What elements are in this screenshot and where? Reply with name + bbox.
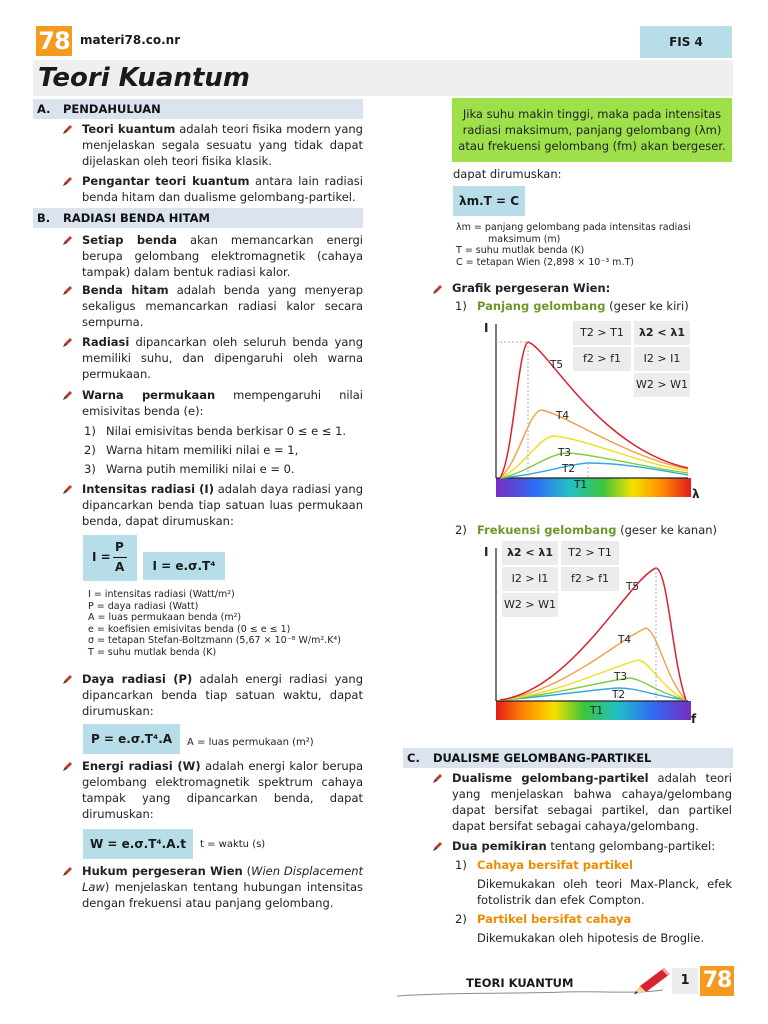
graph-2-caption bbox=[455, 522, 735, 538]
term: Radiasi bbox=[82, 335, 130, 349]
list-number: 2) bbox=[455, 523, 467, 537]
term: Pengantar teori kuantum bbox=[82, 174, 250, 188]
variable-legend bbox=[88, 589, 368, 659]
list-item bbox=[84, 442, 364, 458]
list-number: 1) bbox=[455, 858, 467, 872]
paragraph bbox=[82, 481, 363, 529]
pencil-bullet-icon bbox=[63, 390, 73, 400]
list-number: 2) bbox=[455, 912, 467, 926]
term: Teori kuantum bbox=[82, 122, 176, 136]
section-heading: PENDAHULUAN bbox=[63, 102, 161, 116]
pencil-bullet-icon bbox=[433, 773, 443, 783]
section-b-header bbox=[33, 208, 363, 228]
list-item bbox=[455, 911, 735, 927]
pencil-bullet-icon bbox=[63, 285, 73, 295]
relation-box: λ2 < λ1 bbox=[502, 541, 558, 565]
curve-label: T1 bbox=[574, 479, 588, 491]
graph-1-caption bbox=[455, 298, 735, 314]
list-item bbox=[84, 423, 364, 439]
curve-label: T5 bbox=[626, 581, 640, 593]
term: Setiap benda bbox=[82, 233, 178, 247]
footer-logo: 78 bbox=[700, 966, 734, 996]
relation-box: I2 > I1 bbox=[634, 347, 690, 371]
section-c-header bbox=[403, 748, 733, 768]
note-line: Jika suhu makin tinggi, maka pada intensitas bbox=[462, 107, 722, 121]
paragraph bbox=[82, 387, 363, 419]
section-letter: C. bbox=[407, 751, 420, 765]
pencil-bullet-icon bbox=[63, 124, 73, 134]
relation-box: λ2 < λ1 bbox=[634, 321, 690, 345]
x-axis-label: f bbox=[691, 712, 697, 726]
relation-box: f2 > f1 bbox=[561, 567, 619, 591]
curve-label: T2 bbox=[612, 689, 626, 701]
relation-box: T2 > T1 bbox=[561, 541, 619, 565]
note-line: radiasi maksimum, panjang gelombang (λm) bbox=[462, 123, 722, 137]
list-label: Cahaya bersifat partikel bbox=[477, 858, 633, 872]
curve-t2 bbox=[500, 678, 686, 700]
term: Benda hitam bbox=[82, 283, 169, 297]
paragraph bbox=[82, 121, 363, 169]
formula-denominator: A bbox=[115, 560, 125, 574]
pencil-bullet-icon bbox=[433, 841, 443, 851]
paragraph bbox=[82, 671, 363, 719]
relation-box: W2 > W1 bbox=[502, 593, 558, 617]
section-letter: A. bbox=[37, 102, 51, 116]
wien-note-box bbox=[452, 98, 732, 162]
spectrum-bar bbox=[496, 478, 691, 497]
italic-term: Wien Displacement Law bbox=[82, 864, 363, 894]
pencil-bullet-icon bbox=[63, 866, 73, 876]
list-description: Dikemukakan oleh teori Max-Planck, efek fotolistrik dan efek Compton. bbox=[477, 877, 732, 907]
legend-line: T = suhu mutlak benda (K) bbox=[88, 646, 217, 658]
term: Daya radiasi (P) bbox=[82, 672, 193, 686]
curve-label: T4 bbox=[618, 634, 632, 646]
list-description: Dikemukakan oleh hipotesis de Broglie. bbox=[477, 931, 705, 945]
curve-label: T4 bbox=[556, 410, 570, 422]
pencil-bullet-icon bbox=[63, 761, 73, 771]
curve-label: T5 bbox=[550, 359, 564, 371]
pencil-bullet-icon bbox=[63, 674, 73, 684]
text: mempengaruhi nilai emisivitas benda (e): bbox=[82, 388, 363, 418]
text: antara lain radiasi benda hitam dan dualisme gelombang-partikel. bbox=[82, 174, 363, 204]
page-number: 1 bbox=[672, 968, 698, 994]
text: (geser ke kiri) bbox=[605, 299, 689, 313]
pencil-bullet-icon bbox=[63, 235, 73, 245]
text: (geser ke kanan) bbox=[616, 523, 718, 537]
graph-heading: Grafik pergeseran Wien: bbox=[452, 281, 611, 295]
pencil-bullet-icon bbox=[63, 484, 73, 494]
section-a-header bbox=[33, 99, 363, 119]
y-axis-label: I bbox=[484, 545, 489, 559]
text: adalah daya radiasi yang dipancarkan benda tiap satuan luas permukaan benda, dapat dirumuskan: bbox=[82, 482, 363, 528]
section-letter: B. bbox=[37, 211, 51, 225]
text: adalah benda yang menyerap sekaligus memancarkan radiasi kalor secara sempurna. bbox=[82, 283, 363, 329]
site-logo: 78 bbox=[36, 26, 72, 56]
list-number: 3) bbox=[84, 462, 96, 476]
formula-box-wien: λm.T = C bbox=[453, 186, 525, 216]
paragraph bbox=[82, 232, 363, 280]
text: adalah teori fisika modern yang menjelaskan segala sesuatu yang tidak dapat dijelaskan oleh teori fisika klasik. bbox=[82, 122, 363, 168]
paragraph bbox=[82, 282, 363, 330]
variable-legend bbox=[456, 222, 736, 268]
curve-label: T3 bbox=[614, 671, 628, 683]
paragraph bbox=[82, 334, 363, 382]
term: Dualisme gelombang-partikel bbox=[452, 771, 649, 785]
text: adalah energi kalor berupa gelombang elektromagnetik spektrum cahaya tampak yang dipancarkan benda, dapat dirumuskan: bbox=[82, 759, 363, 821]
relation-box: W2 > W1 bbox=[634, 373, 690, 397]
term: Intensitas radiasi (I) bbox=[82, 482, 214, 496]
paragraph bbox=[82, 758, 363, 822]
y-axis-label: I bbox=[484, 321, 489, 335]
relation-box: I2 > I1 bbox=[502, 567, 558, 591]
list-item bbox=[84, 461, 364, 477]
formula-box-energy: W = e.σ.T⁴.A.t bbox=[83, 829, 193, 859]
page-title: Teori Kuantum bbox=[38, 63, 250, 93]
text: akan memancarkan energi berupa gelombang elektromagnetik (cahaya tampak) dalam bentuk radiasi kalor. bbox=[82, 233, 363, 279]
list-text: Nilai emisivitas benda berkisar 0 ≤ e ≤ 1. bbox=[106, 424, 347, 438]
paragraph bbox=[82, 863, 363, 911]
list-text: Warna hitam memiliki nilai e = 1, bbox=[106, 443, 299, 457]
formula-note: t = waktu (s) bbox=[200, 839, 266, 850]
legend-line: I = intensitas radiasi (Watt/m²) bbox=[88, 589, 235, 600]
formula-box-intensity: I = e.σ.T⁴ bbox=[143, 552, 225, 580]
curve-label: T2 bbox=[562, 463, 576, 475]
text: adalah teori yang menjelaskan bahwa cahaya/gelombang dapat bersifat sebagai partikel, dan partikel dapat bersifat sebagai cahaya/gelombang. bbox=[452, 771, 732, 833]
legend-line: C = tetapan Wien (2,898 × 10⁻³ m.T) bbox=[456, 256, 634, 268]
list-label: Partikel bersifat cahaya bbox=[477, 912, 632, 926]
term: Hukum pergeseran Wien bbox=[82, 864, 243, 878]
graph-label: Frekuensi gelombang bbox=[477, 523, 617, 537]
formula-lhs: I = bbox=[92, 550, 111, 564]
legend-line: maksimum (m) bbox=[488, 233, 561, 245]
site-url[interactable]: materi78.co.nr bbox=[80, 33, 181, 47]
formula-note: A = luas permukaan (m²) bbox=[187, 737, 314, 748]
formula-box-power: P = e.σ.T⁴.A bbox=[83, 724, 180, 754]
text: tentang gelombang-partikel: bbox=[546, 839, 716, 853]
paragraph bbox=[452, 770, 732, 834]
list-item bbox=[455, 857, 735, 873]
paragraph bbox=[82, 173, 363, 205]
legend-line: σ = tetapan Stefan-Boltzmann (5,67 × 10⁻⁸ W/m².K⁴) bbox=[88, 635, 341, 647]
list-text: Warna putih memiliki nilai e = 0. bbox=[106, 462, 295, 476]
legend-line: A = luas permukaan benda (m²) bbox=[88, 612, 242, 624]
x-axis-label: λ bbox=[692, 487, 700, 501]
formula-numerator: P bbox=[115, 540, 124, 554]
list-number: 1) bbox=[455, 299, 467, 313]
pencil-bullet-icon bbox=[63, 176, 73, 186]
pencil-bullet-icon bbox=[433, 284, 443, 294]
relation-box: f2 > f1 bbox=[573, 347, 631, 371]
term: Warna permukaan bbox=[82, 388, 216, 402]
fraction-bar bbox=[113, 557, 127, 558]
text: ) menjelaskan tentang hubungan intensitas dengan frekuensi atau panjang gelombang. bbox=[82, 880, 363, 910]
list-number: 1) bbox=[84, 424, 96, 438]
relation-box: T2 > T1 bbox=[573, 321, 631, 345]
subject-code: FIS 4 bbox=[640, 26, 732, 58]
pencil-icon bbox=[630, 964, 672, 998]
text: dapat dirumuskan: bbox=[453, 167, 562, 181]
text: adalah energi radiasi yang dipancarkan benda tiap satuan waktu, dapat dirumuskan: bbox=[82, 672, 364, 718]
legend-line: P = daya radiasi (Watt) bbox=[88, 600, 199, 612]
list-number: 2) bbox=[84, 443, 96, 457]
note-line: atau frekuensi gelombang (fm) akan bergeser. bbox=[458, 139, 726, 153]
section-heading: RADIASI BENDA HITAM bbox=[63, 211, 210, 225]
legend-line: λm = panjang gelombang pada intensitas radiasi bbox=[456, 222, 691, 233]
legend-line: e = koefisien emisivitas benda (0 ≤ e ≤ 1) bbox=[88, 623, 291, 635]
curve-label: T1 bbox=[590, 705, 604, 717]
term: Dua pemikiran bbox=[452, 839, 547, 853]
legend-line: T = suhu mutlak benda (K) bbox=[456, 245, 585, 257]
footer-label: TEORI KUANTUM bbox=[466, 976, 574, 990]
pencil-bullet-icon bbox=[63, 337, 73, 347]
text: dipancarkan oleh seluruh benda yang memiliki suhu, dan dipengaruhi oleh warna permukaan. bbox=[82, 335, 363, 381]
formula-box-intensity-ratio bbox=[83, 535, 137, 581]
text: ( bbox=[242, 864, 252, 878]
paragraph bbox=[452, 838, 732, 854]
curve-label: T3 bbox=[558, 447, 572, 459]
section-heading: DUALISME GELOMBANG-PARTIKEL bbox=[433, 751, 652, 765]
graph-label: Panjang gelombang bbox=[477, 299, 606, 313]
term: Energi radiasi (W) bbox=[82, 759, 201, 773]
